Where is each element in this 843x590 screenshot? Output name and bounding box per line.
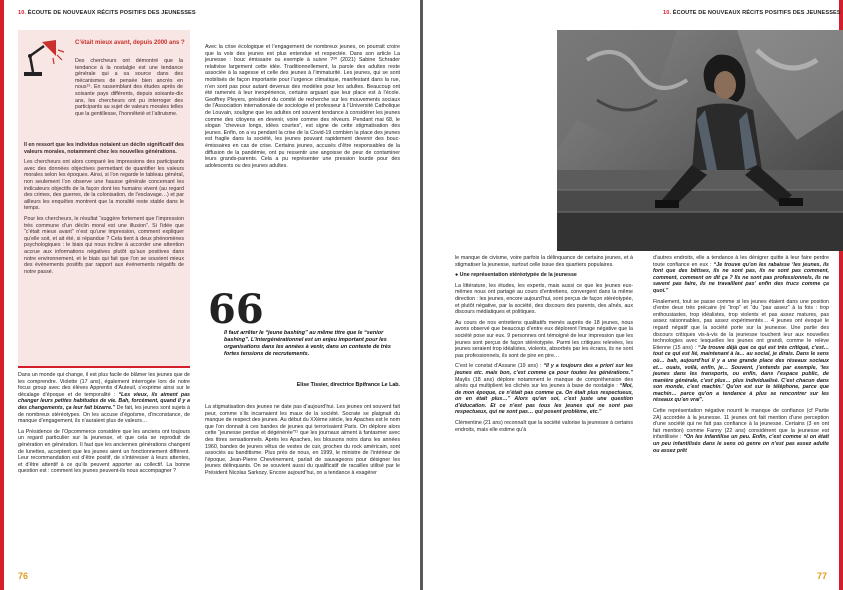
left-running-head <box>18 10 196 16</box>
body-paragraph: Avec la crise écologique et l’engagement de nombreux jeunes, on pourrait croire que la voix des jeunes est plus entendue et respectée. Dans son article La jeunesse : bouc émissaire ou exemple à suivre ?²⁰ (2021) Sabine Schrader relativise largement cette idée. Traditionnellement, la parole des adultes reste associée à la sagesse et celle des jeunes à l’immaturité. Les jeunes, qui se sont mobilisés de façon importante pour l’urgence climatique, manifestant dans la rue, n’en sont pas pour autant devenus des modèles pour les adultes. Beaucoup ont été ramenés à leur inexpérience, certains arguant que leur place est à l’école. Geoffrey Pleyers, président du comité de recherche sur les mouvements sociaux de l’Association internationale de sociologie et professeur à l’Université Catholique de Louvain, souligne que les adultes ont souvent tendance à considérer les jeunes comme des citoyens en devenir, voire comme des rêveurs. Pendant mai 68, le slogan “cheveux longs, idées courtes”, est signe de cette stigmatisation des jeunes. Enfin, on a vu pendant la crise de la Covid-19 combien la place des jeunes est fragile dans la société, les jeunes pouvant rapidement devenir des bouc-émissaires en cas de crise. Certains jeunes, accusés d’être responsables de la diffusion de la pandémie, ont pu ressentir une angoisse de peur de contaminer leurs grands-parents. Cela a pu représenter une pression lourde pour des adolescents ou des jeunes adultes. <box>205 44 400 169</box>
photo-young-man-on-steps <box>557 30 843 251</box>
right-column-1 <box>455 255 633 437</box>
left-column-2-lower <box>205 404 400 481</box>
body-paragraph: Clémentine (21 ans) reconnaît que la société valorise la jeunesse à certains endroits, mais elle estime qu’à <box>455 420 633 433</box>
body-paragraph: Au cours de nos entretiens qualitatifs menés auprès de 18 jeunes, nous avons observé que beaucoup d’entre eux déplorent l’image négative que la société pose sur eux. 9 personnes ont témoigné de leur impression que les jeunes sont perçus de façon stéréotypée. Parmi les critiques relevées, les jeunes seraient trop idéalistes, violents, absorbés par les écrans, ils ne sont pas professionnels, ils sont de pire en pire… <box>455 319 633 359</box>
sidebar-para-1: Des chercheurs ont démontré que la tendance à la nostalgie est une tendance générale qui a sa source dans des mécanismes de pensée bien ancrés en nous¹⁹. En rassemblant des études après de soixante pays différents, depuis soixante-dix ans, les chercheurs ont pu interroger des participants au sujet de valeurs morales telles que la gentillesse, l’honnêteté et l’altruisme. <box>75 58 183 117</box>
body-paragraph: C’est le constat d’Assane (19 ans) : “Il y a toujours des a priori sur les jeunes etc. mais bon, c’est comme ça pour toutes les générations.” Maylis (18 ans) déplore notamment le manque de compréhension des aînés qui multiplient les clichés sur les jeunes à base de nostalgie : “Moi, de mon époque, ce n’était pas comme ça. On était plus respectueux, on en était plus…” Alors qu’en soi, c’est juste une question d’éducation. Et ce n’est pas tous les jeunes qui ne sont pas respectueux, qui ne sont pas… qui posent problème, etc.” <box>455 363 633 416</box>
body-paragraph: le manque de civisme, voire parfois la délinquance de certains jeunes, et à stigmatiser la jeunesse, surtout celle issue des quartiers populaires. <box>455 255 633 268</box>
sidebar-para-2: Il en ressort que les individus notaient un déclin significatif des valeurs morales, notamment chez les nouvelles générations. <box>24 142 184 155</box>
right-column-2 <box>653 255 829 458</box>
running-head-text: ÉCOUTE DE NOUVEAUX RÉCITS POSITIFS DES JEUNESSES <box>27 10 196 16</box>
desk-lamp-icon <box>22 38 68 78</box>
left-page <box>0 0 420 590</box>
body-paragraph: Finalement, tout se passe comme si les jeunes étaient dans une position d’entre deux très précaire (ni “trop” et “du “pas assez” à la fois : trop enthousiastes, trop idéalistes, trop violents et pas assez matures, pas assez raisonnables, pas assez expérimentés… 4 jeunes ont évoqué le regard négatif que la société porte sur la jeunesse. Une partie des discours critiques vis-à-vis de la jeunesse touchent leur aux nouvelles technologies avec lesquelles les jeunes ont grandi, comme le relève Etienne (15 ans) : “Je trouve déjà que ce qui est très critiqué, c’est… tout ce qui est lié, maintenant à la… au social, je dirais. Dans le sens où… bah, aujourd’hui il y a une grande place des réseaux sociaux et… ouais, voilà, enfin, je… Souvent, j’entends par exemple, ‘les jeunes dans les transports, ou enfin, dans l’espace public, de manière générale, c’est plus… plus individualisé. C’est chacun dans son monde, c’est machin.’ Qu’on est sur le téléphone, parce que machin… parce qu’on a tendance à plus se rencontrer sur les réseaux qu’en vrai”. <box>653 298 829 404</box>
pull-quote-attribution: Elise Tissier, directrice Bpifrance Le Lab. <box>296 382 400 388</box>
right-page <box>423 0 843 590</box>
running-head-number: 10. <box>663 10 672 16</box>
body-paragraph: La stigmatisation des jeunes ne date pas d’aujourd’hui. Les jeunes ont souvent fait peur, comme s’ils incarnaient les maux de la société. Socrate se plaignait du manque de respect des jeunes. Au début du XXème siècle, les Apaches est le nom que l’on donnait à ces bandes de jeunes qui terrorisaient Paris. On déplore alors cette “jeunesse perdue et dégénérée”²¹ que les journaux aiment à fantasmer avec des titres sensationnels. Après les Apaches, les blousons noirs dans les années 1960, bandes de jeunes vêtus de vestes de cuir, proches du rock américain, sont associés au banditisme. Plus près de nous, en 1999, le ministre de l’intérieur de l’époque, Jean-Pierre Chevènement, parlait de sauvageons pour désigner les jeunes délinquants. On se souvient aussi du qualificatif de racailles utilisé par le Président Nicolas Sarkozy. Encore aujourd’hui, on a tendance à exagérer <box>205 404 400 476</box>
running-head-number: 10. <box>18 10 27 16</box>
sidebar-para-4: Pour les chercheurs, le résultat “suggère fortement que l’impression très commune d’un déclin moral est une illusion”. Si l’idée que “c’était mieux avant” n’est qu’une impression, comment expliquer qu’elle soit, et ait été, si répandue ? Cela tient à deux phénomènes psychologiques : le biais qui nous incline à accorder une attention accrue aux informations négatives plutôt qu’aux positives dans notre environnement, et le biais qui fait que l’on se souvient mieux des événements positifs par rapport aux événements négatifs de notre passé. <box>24 215 184 275</box>
left-page-red-edge <box>0 0 4 590</box>
sidebar-para-3: Les chercheurs ont alors comparé les impressions des participants avec des données objectives permettant de quantifier les valeurs morales selon les époques. Ainsi, si l’on regarde le tableau général, non seulement l’on observe une hausse générale concernant les indicateurs objectifs de la façon dont les humains vivent (au regard des crimes, des guerres, de la colonisation, de l’esclavage…) et par ailleurs les enquêtes montrent que la moralité reste stable dans le temps. <box>24 159 184 212</box>
body-paragraph: Cette représentation négative nourrit le manque de confiance (cf Partie 2A) accordée à la jeunesse. 11 jeunes ont fait mention d’une perception d’une société qui ne fait pas confiance à la jeunesse. Certains (3 en ont fait mention) comme Fanny (22 ans) considèrent que la jeunesse est infantilisée : “On les infantilise un peu. Enfin, c’est comme si on était un peu infantilisés dans le sens où genre on n’est pas assez adulte ou assez prêt <box>653 408 829 454</box>
quote-mark-icon: 66 <box>208 286 264 333</box>
page-number-left: 76 <box>18 571 29 581</box>
body-paragraph: La littérature, les études, les experts, mais aussi ce que les jeunes eux-mêmes nous ont partagé au cours d’entretiens, convergent dans la même direction : les jeunes, encore aujourd’hui, sont perçus de façon stéréotypée, et plutôt négative, par la société, des discours des parents, des aînés, aux discours médiatiques et politiques. <box>455 282 633 316</box>
running-head-text: ÉCOUTE DE NOUVEAUX RÉCITS POSITIFS DES JEUNESSES <box>672 10 841 16</box>
sidebar-box-text <box>24 142 184 279</box>
sidebar-box-rule <box>18 366 190 368</box>
sidebar-box-text-top <box>75 58 183 119</box>
right-running-head <box>663 10 841 16</box>
sidebar-box-title: C’était mieux avant, depuis 2000 ans ? <box>75 40 185 46</box>
section-bullet-heading: ● Une représentation stéréotypée de la jeunesse <box>455 272 577 279</box>
left-column-1-lower <box>18 372 190 479</box>
body-paragraph: La Présidence de l’Opcommerce considère que les anciens ont toujours un regard particulier sur la jeunesse, et que cela se reproduit de génération en génération. Il faut que les anciennes générations changent de lunettes, acceptent que les jeunes aient un fonctionnement différent. Leur recommandation est d’être positif, de s’intéresser à leurs attentes, et d’être attentif à ce qu’ils peuvent apporter au collectif. La bonne question est : comment les jeunes peuvent-ils nous accompagner ? <box>18 428 190 475</box>
pull-quote: Il faut arrêter le “jeune bashing” au même titre que le “senior bashing”. L’intergénérationnel est un enjeu important pour les organisations dans les années à venir, dans un contexte de très fortes tensions de recrutements. <box>224 330 391 357</box>
body-paragraph: Dans un monde qui change, il est plus facile de blâmer les jeunes que de les comprendre. Violette (17 ans), également interrogée lors de notre focus group avec des élèves Apprentis d’Auteuil, s’exprime ainsi sur le décalage d’époque et de temporalité : “Les vieux, ils aiment pas changer leurs petites habitudes de vie. Bah, forcément, quand il y a des changements, ça leur fait bizarre.” De fait, les jeunes sont sujets à de nombreux stéréotypes. On les accuse d’égoïsme, d’inconstance, de manque d’engagement, ils n’auraient plus de valeurs… <box>18 372 190 425</box>
page-number-right: 77 <box>816 571 827 581</box>
left-column-2-upper <box>205 44 400 173</box>
body-paragraph: d’autres endroits, elle a tendance à les dénigrer quitte à leur faire perdre toute confiance en eux : “Je trouve qu’on les rabaisse ‘les jeunes, ils font que des bêtises, ils ne sont pas, ils ne sont pas comment, comment, comment on dit ça ? Ils ne sont pas professionnels, ils ne savent pas faire, ils ne travaillent pas’ enfin des trucs comme ça quoi.” <box>653 255 829 294</box>
